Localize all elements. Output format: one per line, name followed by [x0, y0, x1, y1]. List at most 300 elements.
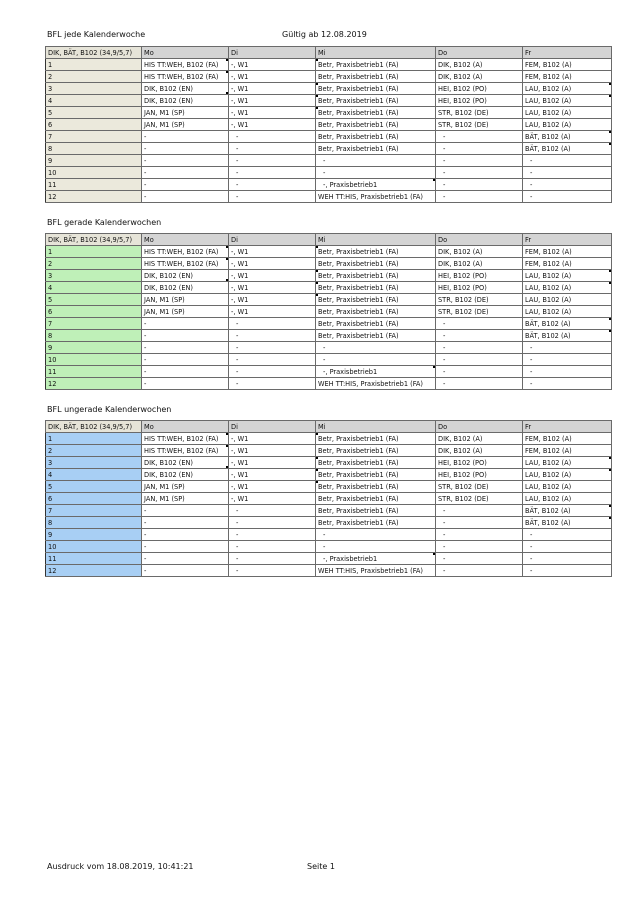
lesson-text: -	[144, 530, 147, 539]
lesson-cell-mi	[316, 107, 436, 119]
table-row	[46, 95, 612, 107]
lesson-text: LAU, B102 (A)	[525, 458, 572, 467]
lesson-cell-mi	[316, 529, 436, 541]
lesson-text: -	[236, 319, 239, 328]
period-number: 11	[48, 554, 57, 563]
cell-marker	[609, 131, 612, 134]
period-number-cell	[46, 246, 142, 258]
lesson-cell-di	[229, 167, 316, 179]
table-row	[46, 191, 612, 203]
period-number: 12	[48, 192, 57, 201]
period-number: 7	[48, 132, 53, 141]
lesson-text: -	[530, 355, 533, 364]
lesson-text: -	[443, 156, 446, 165]
lesson-cell-do	[436, 481, 523, 493]
lesson-text: Betr, Praxisbetrieb1 (FA)	[318, 144, 399, 153]
lesson-cell-do	[436, 505, 523, 517]
lesson-cell-fr	[523, 107, 612, 119]
lesson-text: -	[236, 343, 239, 352]
lesson-text: -	[530, 367, 533, 376]
lesson-cell-di	[229, 445, 316, 457]
lesson-text: Betr, Praxisbetrieb1 (FA)	[318, 482, 399, 491]
lesson-text: Betr, Praxisbetrieb1 (FA)	[318, 295, 399, 304]
period-number: 9	[48, 343, 53, 352]
print-timestamp: Ausdruck vom 18.08.2019, 10:41:21	[47, 862, 194, 871]
lesson-cell-di	[229, 457, 316, 469]
lesson-text: -	[530, 180, 533, 189]
lesson-text: -	[443, 343, 446, 352]
lesson-text: Betr, Praxisbetrieb1 (FA)	[318, 60, 399, 69]
lesson-cell-mi	[316, 258, 436, 270]
lesson-cell-mi	[316, 457, 436, 469]
lesson-cell-do	[436, 354, 523, 366]
lesson-cell-mi	[316, 71, 436, 83]
lesson-text: -	[236, 367, 239, 376]
lesson-cell-fr	[523, 258, 612, 270]
lesson-text: STR, B102 (DE)	[438, 120, 489, 129]
lesson-cell-fr	[523, 318, 612, 330]
cell-marker	[609, 505, 612, 508]
class-header-cell: DIK, BÄT, B102 (34,9/5,7)	[46, 47, 142, 59]
period-number-cell	[46, 119, 142, 131]
lesson-cell-di	[229, 366, 316, 378]
cell-marker	[316, 95, 319, 98]
lesson-cell-fr	[523, 71, 612, 83]
table-row	[46, 294, 612, 306]
lesson-text: -	[530, 192, 533, 201]
lesson-cell-fr	[523, 493, 612, 505]
lesson-cell-fr	[523, 83, 612, 95]
lesson-cell-mo	[142, 167, 229, 179]
lesson-text: STR, B102 (DE)	[438, 295, 489, 304]
page-title: BFL jede Kalenderwoche	[47, 30, 146, 39]
table-row	[46, 143, 612, 155]
lesson-cell-mo	[142, 294, 229, 306]
lesson-text: DIK, B102 (EN)	[144, 470, 193, 479]
lesson-text: STR, B102 (DE)	[438, 307, 489, 316]
period-number: 10	[48, 542, 57, 551]
lesson-cell-do	[436, 445, 523, 457]
lesson-cell-di	[229, 433, 316, 445]
section-title-even: BFL gerade Kalenderwochen	[47, 218, 162, 227]
table-row	[46, 107, 612, 119]
lesson-text: -	[323, 168, 326, 177]
lesson-text: -, W1	[231, 482, 249, 491]
lesson-text: -, W1	[231, 434, 249, 443]
lesson-cell-mi	[316, 445, 436, 457]
lesson-cell-do	[436, 330, 523, 342]
lesson-text: -	[443, 367, 446, 376]
lesson-text: -	[144, 319, 147, 328]
lesson-cell-do	[436, 342, 523, 354]
lesson-text: DIK, B102 (EN)	[144, 96, 193, 105]
lesson-text: -	[530, 343, 533, 352]
day-header-mo: Mo	[142, 234, 229, 246]
lesson-text: Betr, Praxisbetrieb1 (FA)	[318, 458, 399, 467]
day-header-fr: Fr	[523, 234, 612, 246]
period-number-cell	[46, 155, 142, 167]
period-number: 2	[48, 446, 53, 455]
period-number: 5	[48, 295, 53, 304]
lesson-text: -	[144, 367, 147, 376]
lesson-text: JAN, M1 (SP)	[144, 295, 185, 304]
lesson-text: BÄT, B102 (A)	[525, 144, 571, 153]
lesson-cell-mo	[142, 553, 229, 565]
lesson-cell-mi	[316, 330, 436, 342]
table-row	[46, 59, 612, 71]
lesson-cell-mo	[142, 155, 229, 167]
cell-marker	[316, 270, 319, 273]
period-number-cell	[46, 330, 142, 342]
day-header-di: Di	[229, 421, 316, 433]
lesson-cell-mi	[316, 517, 436, 529]
lesson-text: HEI, B102 (PO)	[438, 271, 487, 280]
lesson-cell-fr	[523, 505, 612, 517]
lesson-cell-do	[436, 294, 523, 306]
lesson-text: -	[236, 331, 239, 340]
day-header-fr: Fr	[523, 47, 612, 59]
lesson-text: -, W1	[231, 84, 249, 93]
period-number: 1	[48, 434, 53, 443]
lesson-cell-di	[229, 294, 316, 306]
period-number-cell	[46, 469, 142, 481]
lesson-text: Betr, Praxisbetrieb1 (FA)	[318, 434, 399, 443]
lesson-text: -, W1	[231, 283, 249, 292]
cell-marker	[316, 481, 319, 484]
lesson-text: -	[236, 144, 239, 153]
lesson-text: -, W1	[231, 446, 249, 455]
lesson-cell-di	[229, 354, 316, 366]
lesson-text: -	[236, 156, 239, 165]
period-number-cell	[46, 318, 142, 330]
lesson-cell-mo	[142, 59, 229, 71]
lesson-text: DIK, B102 (A)	[438, 446, 483, 455]
lesson-text: BÄT, B102 (A)	[525, 331, 571, 340]
lesson-text: DIK, B102 (A)	[438, 434, 483, 443]
lesson-cell-do	[436, 282, 523, 294]
lesson-text: -	[144, 542, 147, 551]
lesson-cell-mi	[316, 131, 436, 143]
lesson-cell-mi	[316, 306, 436, 318]
lesson-text: -	[530, 542, 533, 551]
table-row	[46, 179, 612, 191]
lesson-cell-do	[436, 95, 523, 107]
lesson-text: DIK, B102 (EN)	[144, 283, 193, 292]
lesson-cell-fr	[523, 433, 612, 445]
lesson-text: FEM, B102 (A)	[525, 60, 572, 69]
table-row	[46, 270, 612, 282]
table-row	[46, 366, 612, 378]
lesson-cell-mo	[142, 505, 229, 517]
lesson-cell-do	[436, 378, 523, 390]
timetable-every-week	[45, 46, 612, 203]
lesson-cell-mi	[316, 354, 436, 366]
lesson-cell-mo	[142, 433, 229, 445]
lesson-text: -, W1	[231, 72, 249, 81]
lesson-text: Betr, Praxisbetrieb1 (FA)	[318, 470, 399, 479]
period-number-cell	[46, 143, 142, 155]
day-header-di: Di	[229, 47, 316, 59]
lesson-cell-mo	[142, 270, 229, 282]
lesson-cell-mo	[142, 179, 229, 191]
lesson-cell-fr	[523, 330, 612, 342]
lesson-text: -	[236, 506, 239, 515]
table-header-row	[46, 421, 612, 433]
lesson-text: LAU, B102 (A)	[525, 307, 572, 316]
lesson-text: HIS TT:WEH, B102 (FA)	[144, 434, 219, 443]
lesson-cell-di	[229, 107, 316, 119]
period-number-cell	[46, 167, 142, 179]
period-number-cell	[46, 541, 142, 553]
lesson-text: -	[236, 542, 239, 551]
lesson-text: -	[236, 355, 239, 364]
period-number: 12	[48, 379, 57, 388]
lesson-cell-mi	[316, 505, 436, 517]
cell-marker	[316, 469, 319, 472]
table-row	[46, 330, 612, 342]
period-number: 12	[48, 566, 57, 575]
lesson-text: HEI, B102 (PO)	[438, 470, 487, 479]
lesson-text: LAU, B102 (A)	[525, 120, 572, 129]
table-row	[46, 306, 612, 318]
lesson-cell-do	[436, 258, 523, 270]
lesson-text: -	[323, 156, 326, 165]
table-row	[46, 282, 612, 294]
lesson-cell-do	[436, 565, 523, 577]
valid-from-label: Gültig ab 12.08.2019	[282, 30, 367, 39]
period-number-cell	[46, 445, 142, 457]
day-header-mo: Mo	[142, 421, 229, 433]
period-number: 4	[48, 96, 53, 105]
period-number-cell	[46, 553, 142, 565]
lesson-text: LAU, B102 (A)	[525, 271, 572, 280]
lesson-text: -	[144, 506, 147, 515]
lesson-text: -	[443, 144, 446, 153]
period-number: 11	[48, 180, 57, 189]
table-row	[46, 529, 612, 541]
lesson-cell-mo	[142, 342, 229, 354]
lesson-text: STR, B102 (DE)	[438, 494, 489, 503]
lesson-cell-do	[436, 131, 523, 143]
lesson-text: -	[144, 554, 147, 563]
lesson-cell-mo	[142, 481, 229, 493]
page-number: Seite 1	[307, 862, 335, 871]
table-row	[46, 354, 612, 366]
lesson-cell-fr	[523, 529, 612, 541]
lesson-cell-fr	[523, 445, 612, 457]
lesson-cell-mi	[316, 179, 436, 191]
cell-marker	[609, 143, 612, 146]
lesson-text: -	[144, 192, 147, 201]
lesson-text: Betr, Praxisbetrieb1 (FA)	[318, 108, 399, 117]
lesson-text: -	[144, 144, 147, 153]
lesson-text: JAN, M1 (SP)	[144, 108, 185, 117]
lesson-cell-fr	[523, 457, 612, 469]
lesson-cell-di	[229, 541, 316, 553]
lesson-cell-do	[436, 246, 523, 258]
lesson-text: -, W1	[231, 60, 249, 69]
period-number-cell	[46, 433, 142, 445]
lesson-text: HIS TT:WEH, B102 (FA)	[144, 247, 219, 256]
cell-marker	[609, 282, 612, 285]
lesson-cell-do	[436, 457, 523, 469]
lesson-cell-mi	[316, 155, 436, 167]
lesson-cell-mo	[142, 282, 229, 294]
period-number-cell	[46, 342, 142, 354]
lesson-cell-do	[436, 83, 523, 95]
lesson-text: HEI, B102 (PO)	[438, 96, 487, 105]
lesson-text: Betr, Praxisbetrieb1 (FA)	[318, 307, 399, 316]
lesson-text: DIK, B102 (A)	[438, 60, 483, 69]
lesson-text: HIS TT:WEH, B102 (FA)	[144, 60, 219, 69]
lesson-cell-mo	[142, 131, 229, 143]
period-number: 8	[48, 144, 53, 153]
cell-marker	[316, 294, 319, 297]
lesson-text: LAU, B102 (A)	[525, 295, 572, 304]
lesson-text: -, W1	[231, 108, 249, 117]
lesson-text: -	[144, 343, 147, 352]
lesson-cell-fr	[523, 306, 612, 318]
table-row	[46, 258, 612, 270]
table-row	[46, 342, 612, 354]
period-number-cell	[46, 306, 142, 318]
day-header-mo: Mo	[142, 47, 229, 59]
lesson-text: -	[443, 192, 446, 201]
period-number: 6	[48, 120, 53, 129]
table-row	[46, 565, 612, 577]
lesson-text: -, W1	[231, 259, 249, 268]
lesson-text: -	[144, 355, 147, 364]
table-row	[46, 445, 612, 457]
lesson-cell-mo	[142, 95, 229, 107]
lesson-cell-di	[229, 179, 316, 191]
lesson-cell-do	[436, 167, 523, 179]
period-number-cell	[46, 258, 142, 270]
lesson-cell-mi	[316, 541, 436, 553]
lesson-text: -	[236, 530, 239, 539]
cell-marker	[609, 457, 612, 460]
lesson-cell-fr	[523, 143, 612, 155]
lesson-cell-fr	[523, 131, 612, 143]
period-number: 6	[48, 494, 53, 503]
lesson-text: -	[144, 379, 147, 388]
day-header-di: Di	[229, 234, 316, 246]
lesson-text: DIK, B102 (EN)	[144, 271, 193, 280]
period-number: 5	[48, 482, 53, 491]
lesson-text: LAU, B102 (A)	[525, 84, 572, 93]
cell-marker	[316, 83, 319, 86]
lesson-text: WEH TT:HIS, Praxisbetrieb1 (FA)	[318, 566, 423, 575]
table-row	[46, 433, 612, 445]
lesson-text: -, W1	[231, 96, 249, 105]
period-number: 2	[48, 259, 53, 268]
table-header-row	[46, 234, 612, 246]
lesson-cell-mi	[316, 469, 436, 481]
lesson-cell-do	[436, 270, 523, 282]
table-row	[46, 469, 612, 481]
table-row	[46, 246, 612, 258]
lesson-text: -, W1	[231, 295, 249, 304]
lesson-cell-fr	[523, 282, 612, 294]
period-number: 3	[48, 271, 53, 280]
lesson-text: HEI, B102 (PO)	[438, 84, 487, 93]
period-number: 8	[48, 518, 53, 527]
lesson-text: -	[236, 554, 239, 563]
lesson-text: JAN, M1 (SP)	[144, 494, 185, 503]
lesson-text: BÄT, B102 (A)	[525, 319, 571, 328]
period-number-cell	[46, 71, 142, 83]
cell-marker	[316, 457, 319, 460]
lesson-cell-fr	[523, 354, 612, 366]
lesson-cell-fr	[523, 366, 612, 378]
lesson-cell-do	[436, 493, 523, 505]
cell-marker	[609, 95, 612, 98]
lesson-cell-fr	[523, 119, 612, 131]
lesson-cell-mo	[142, 493, 229, 505]
lesson-text: -	[443, 168, 446, 177]
lesson-text: -	[443, 319, 446, 328]
lesson-text: -	[443, 530, 446, 539]
lesson-text: -	[443, 506, 446, 515]
cell-marker	[609, 517, 612, 520]
period-number-cell	[46, 481, 142, 493]
lesson-cell-mo	[142, 565, 229, 577]
period-number: 5	[48, 108, 53, 117]
lesson-cell-mi	[316, 246, 436, 258]
table-row	[46, 155, 612, 167]
lesson-text: -, W1	[231, 247, 249, 256]
lesson-cell-di	[229, 258, 316, 270]
lesson-cell-mi	[316, 294, 436, 306]
lesson-cell-mo	[142, 83, 229, 95]
table-header-row	[46, 47, 612, 59]
lesson-cell-fr	[523, 95, 612, 107]
lesson-cell-mo	[142, 318, 229, 330]
lesson-text: -	[323, 542, 326, 551]
day-header-do: Do	[436, 47, 523, 59]
lesson-cell-di	[229, 119, 316, 131]
day-header-mi: Mi	[316, 47, 436, 59]
table-row	[46, 481, 612, 493]
lesson-text: Betr, Praxisbetrieb1 (FA)	[318, 271, 399, 280]
lesson-cell-mo	[142, 119, 229, 131]
lesson-cell-mo	[142, 366, 229, 378]
lesson-cell-di	[229, 565, 316, 577]
lesson-cell-do	[436, 155, 523, 167]
period-number-cell	[46, 59, 142, 71]
lesson-text: HEI, B102 (PO)	[438, 283, 487, 292]
lesson-text: JAN, M1 (SP)	[144, 482, 185, 491]
lesson-text: -	[443, 355, 446, 364]
lesson-text: LAU, B102 (A)	[525, 96, 572, 105]
lesson-text: LAU, B102 (A)	[525, 482, 572, 491]
lesson-text: -	[530, 168, 533, 177]
lesson-cell-di	[229, 481, 316, 493]
lesson-text: -, W1	[231, 307, 249, 316]
lesson-cell-mi	[316, 83, 436, 95]
lesson-text: Betr, Praxisbetrieb1 (FA)	[318, 446, 399, 455]
lesson-text: BÄT, B102 (A)	[525, 518, 571, 527]
lesson-text: -	[236, 192, 239, 201]
lesson-text: BÄT, B102 (A)	[525, 506, 571, 515]
lesson-cell-di	[229, 306, 316, 318]
lesson-text: -	[443, 554, 446, 563]
lesson-cell-mo	[142, 246, 229, 258]
lesson-text: -	[236, 132, 239, 141]
lesson-text: -	[443, 542, 446, 551]
lesson-text: Betr, Praxisbetrieb1 (FA)	[318, 319, 399, 328]
lesson-text: -, W1	[231, 470, 249, 479]
